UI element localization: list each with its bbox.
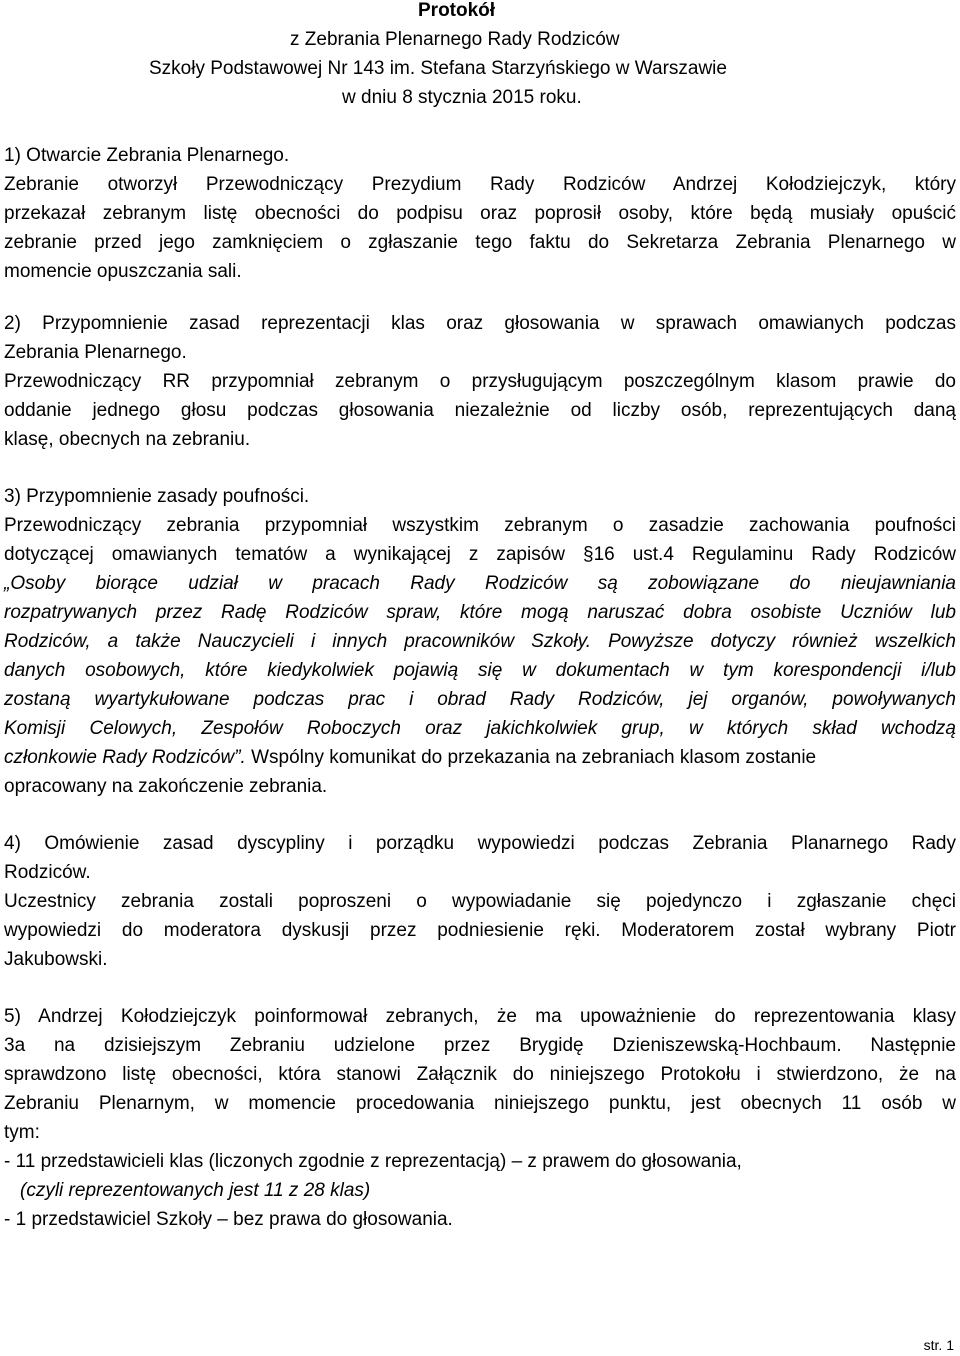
section-5-line: tym:	[4, 1122, 40, 1143]
section-3-line: Przewodniczący zebrania przypomniał wszystkim zebranym o zasadzie zachowania poufności	[4, 515, 956, 536]
regulation-quote-line: Komisji Celowych, Zespołów Roboczych oraz jakichkolwiek grup, w których skład wchodzą	[4, 718, 956, 739]
section-5-line: 5) Andrzej Kołodziejczyk poinformował zebranych, że ma upoważnienie do reprezentowania klasy	[4, 1006, 956, 1027]
list-item: - 1 przedstawiciel Szkoły – bez prawa do głosowania.	[4, 1209, 453, 1230]
section-2-line: klasę, obecnych na zebraniu.	[4, 429, 251, 450]
list-item: - 11 przedstawicieli klas (liczonych zgodnie z reprezentacją) – z prawem do głosowania,	[4, 1151, 742, 1172]
section-5-line: sprawdzono listę obecności, która stanowi Załącznik do niniejszego Protokołu i stwierdzono, że na	[4, 1064, 956, 1085]
section-1-line: zebranie przed jego zamknięciem o zgłaszanie tego faktu do Sekretarza Zebrania Plenarnego w	[4, 232, 956, 253]
page-number: str. 1	[923, 1337, 954, 1353]
regulation-quote-line: danych osobowych, które kiedykolwiek pojawią się w dokumentach w tym korespondencji i/lub	[4, 660, 956, 681]
regulation-quote-line: Rodziców, a także Nauczycieli i innych pracowników Szkoły. Powyższe dotyczy również wszelkich	[4, 631, 956, 652]
section-3-mixed-line	[4, 743, 956, 772]
section-4-heading: Rodziców.	[4, 862, 91, 883]
regulation-quote-end: członkowie Rady Rodziców”.	[4, 747, 246, 768]
document-title: Protokół	[418, 0, 496, 21]
document-subtitle-1: z Zebrania Plenarnego Rady Rodziców	[290, 29, 620, 50]
section-3-line: dotyczącej omawianych tematów a wynikającej z zapisów §16 ust.4 Regulaminu Rady Rodziców	[4, 544, 956, 565]
section-3-line: opracowany na zakończenie zebrania.	[4, 776, 328, 797]
section-2-heading: Zebrania Plenarnego.	[4, 342, 187, 363]
regulation-quote-line: „Osoby biorące udział w pracach Rady Rodziców są zobowiązane do nieujawniania	[4, 573, 956, 594]
section-1-heading: 1) Otwarcie Zebrania Plenarnego.	[4, 145, 290, 166]
section-2-line: oddanie jednego głosu podczas głosowania niezależnie od liczby osób, reprezentujących daną	[4, 400, 956, 421]
section-1-line: momencie opuszczania sali.	[4, 261, 242, 282]
section-2-heading: 2) Przypomnienie zasad reprezentacji klas oraz głosowania w sprawach omawianych podczas	[4, 313, 956, 334]
section-3-heading: 3) Przypomnienie zasady poufności.	[4, 486, 310, 507]
section-5-line: 3a na dzisiejszym Zebraniu udzielone przez Brygidę Dzieniszewską-Hochbaum. Następnie	[4, 1035, 956, 1056]
document-subtitle-2: Szkoły Podstawowej Nr 143 im. Stefana Starzyńskiego w Warszawie	[149, 58, 727, 79]
regulation-quote-line: rozpatrywanych przez Radę Rodziców spraw, które mogą naruszać dobra osobiste Uczniów lub	[4, 602, 956, 623]
section-4-line: wypowiedzi do moderatora dyskusji przez podniesienie ręki. Moderatorem został wybrany Piotr	[4, 920, 956, 941]
list-item-note: (czyli reprezentowanych jest 11 z 28 klas)	[20, 1180, 371, 1201]
regulation-quote-line: zostaną wyartykułowane podczas prac i obrad Rady Rodziców, jej organów, powoływanych	[4, 689, 956, 710]
section-4-heading: 4) Omówienie zasad dyscypliny i porządku wypowiedzi podczas Zebrania Planarnego Rady	[4, 833, 956, 854]
section-2-line: Przewodniczący RR przypomniał zebranym o przysługującym poszczególnym klasom prawie do	[4, 371, 956, 392]
section-4-line: Jakubowski.	[4, 949, 108, 970]
section-1-line: przekazał zebranym listę obecności do podpisu oraz poprosił osoby, które będą musiały opuścić	[4, 203, 956, 224]
section-3-after-quote: Wspólny komunikat do przekazania na zebraniach klasom zostanie	[245, 747, 817, 768]
section-4-line: Uczestnicy zebrania zostali poproszeni o wypowiadanie się pojedynczo i zgłaszanie chęci	[4, 891, 956, 912]
document-subtitle-3: w dniu 8 stycznia 2015 roku.	[342, 87, 582, 108]
section-5-line: Zebraniu Plenarnym, w momencie procedowania niniejszego punktu, jest obecnych 11 osób w	[4, 1093, 956, 1114]
section-1-line: Zebranie otworzył Przewodniczący Prezydium Rady Rodziców Andrzej Kołodziejczyk, który	[4, 174, 956, 195]
